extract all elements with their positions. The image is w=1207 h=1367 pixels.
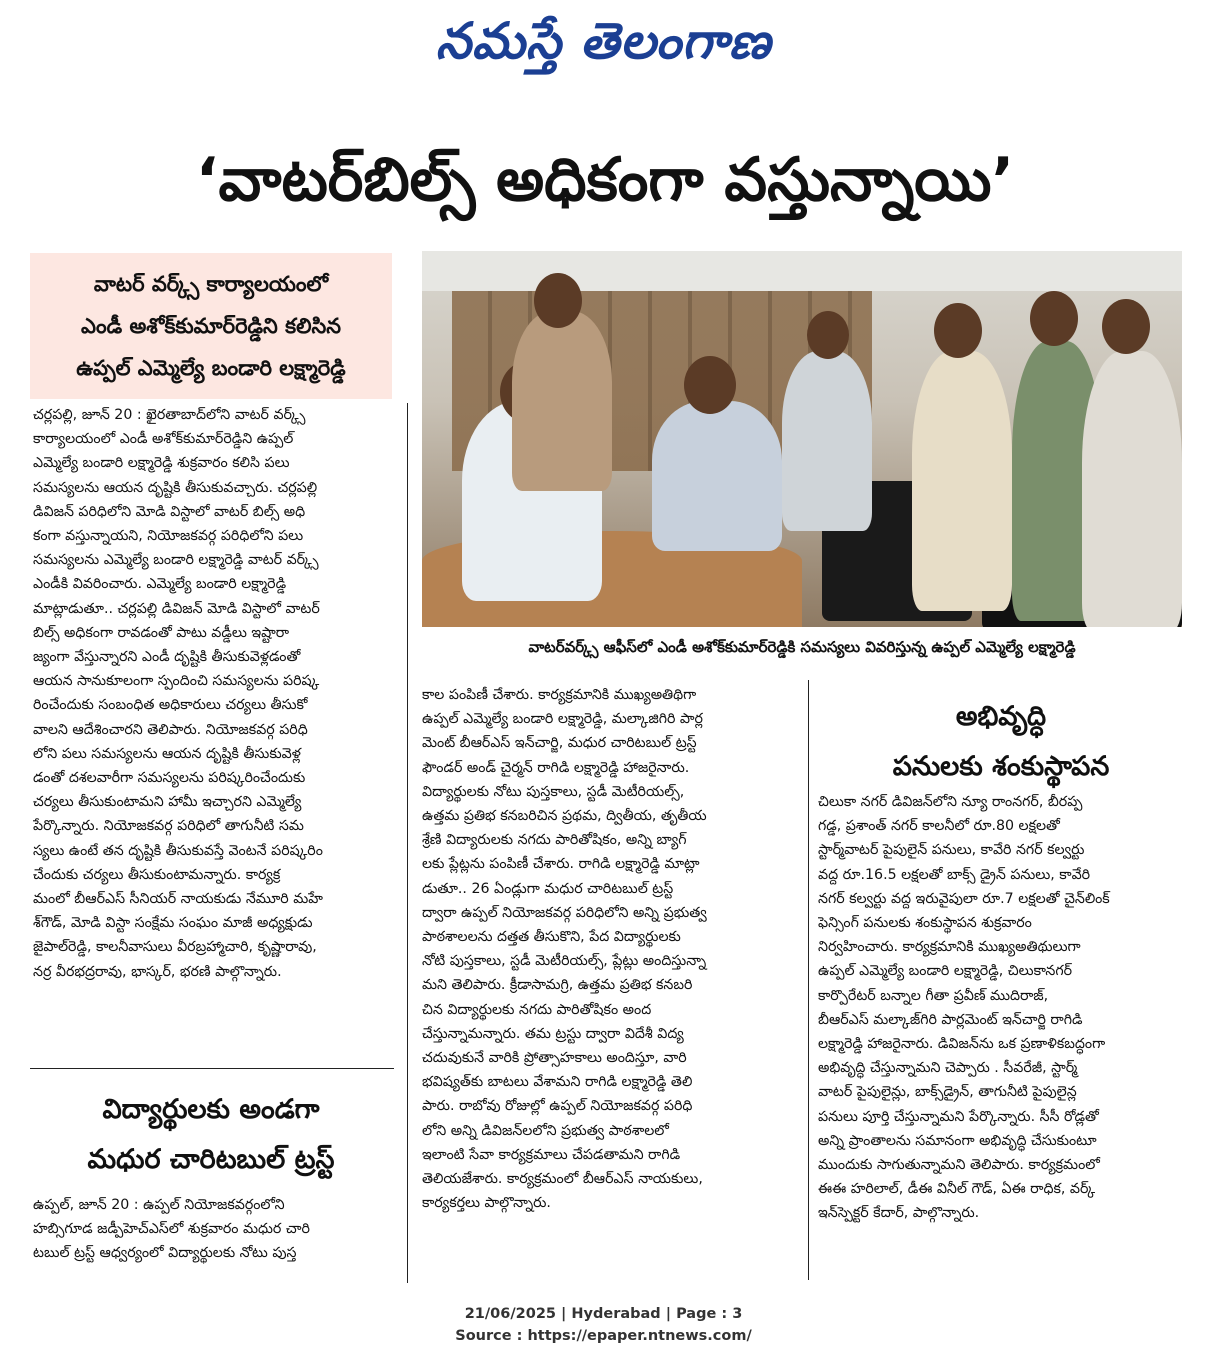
text-line: చిలుకా నగర్ డివిజన్‌లోని న్యూ రాంనగర్, బీరప్ప — [818, 794, 1083, 810]
text-line: డుతూ.. 26 ఏండ్లుగా మధుర చారిటబుల్ ట్రస్ట్ — [422, 880, 674, 897]
article-column-1 — [33, 403, 393, 984]
text-line: తెలియజేశారు. కార్యక్రమంలో బీఆర్‌ఎస్ నాయకులు, — [422, 1171, 703, 1188]
text-line: కార్యాలయంలో ఎండీ అశోక్‌కుమార్‌రెడ్డిని ఉప్పల్ — [33, 431, 294, 448]
page-footer — [0, 1303, 1207, 1347]
text-line: కాల పంపిణీ చేశారు. కార్యక్రమానికి ముఖ్యఅతిథిగా — [422, 687, 697, 703]
subheadline-box — [30, 253, 392, 399]
footer-date-line: 21/06/2025 | Hyderabad | Page : 3 — [464, 1306, 743, 1322]
section-heading-line: విద్యార్థులకు అండగా — [102, 1094, 320, 1125]
text-line: లోని పలు సమస్యలను ఆయన దృష్టికి తీసుకువెళ్ల — [33, 745, 301, 762]
text-line: ఇలాంటి సేవా కార్యక్రమాలు చేపడతామని రాగిడి — [422, 1146, 681, 1163]
text-line: వద్ద రూ.16.5 లక్షలతో బాక్స్ డ్రైన్ పనులు, కావేరి — [818, 866, 1091, 883]
text-line: చర్యలు తీసుకుంటామని హామీ ఇచ్చారని ఎమ్మెల్యే — [33, 794, 302, 811]
masthead: నమస్తే తెలంగాణ — [435, 11, 772, 70]
text-line: నోటి పుస్తకాలు, స్టడీ మెటీరియల్స్, ప్లేట్లు అందిస్తున్నా — [422, 953, 707, 970]
text-line: స్యలు ఉంటే తన దృష్టికి తీసుకువస్తే వెంటనే పరిష్కరిం — [33, 842, 323, 859]
text-line: చిన విద్యార్థులకు నగదు పారితోషికం అంద — [422, 1001, 652, 1018]
text-line: ఆయన సానుకూలంగా స్పందించి సమస్యలను పరిష్క — [33, 673, 320, 690]
text-line: ఉప్పల్ ఎమ్మెల్యే బండారి లక్ష్మారెడ్డి, మల్కాజిగిరి పార్ల — [422, 711, 703, 728]
text-line: బీఆర్‌ఎస్ మల్కాజ్‌గిరి పార్లమెంట్ ఇన్‌చార్జి రాగిడి — [818, 1011, 1083, 1028]
text-line: చదువుకునే వారికి ప్రోత్సాహకాలు అందిస్తూ, వారి — [422, 1050, 687, 1067]
headline: ‘వాటర్‌బిల్స్ అధికంగా వస్తున్నాయి’ — [195, 145, 1015, 215]
article-column-2 — [422, 683, 798, 1215]
text-line: హబ్సిగూడ జడ్పీహెచ్‌ఎస్‌లో శుక్రవారం మధుర చారి — [33, 1221, 310, 1238]
section-rule — [30, 1068, 394, 1069]
subheadline-line: ఉప్పల్ ఎమ్మెల్యే బండారి లక్ష్మారెడ్డి — [76, 356, 346, 380]
news-photo — [422, 251, 1182, 627]
subheadline-line: ఎండీ అశోక్‌కుమార్‌రెడ్డిని కలిసిన — [81, 314, 341, 338]
text-line: జ్యంగా వేస్తున్నారని ఎండీ దృష్టికి తీసుకువెళ్లడంతో — [33, 649, 301, 666]
text-line: ఉప్పల్ ఎమ్మెల్యే బండారి లక్ష్మారెడ్డి, చిలుకానగర్ — [818, 963, 1073, 980]
text-line: అన్ని ప్రాంతాలను సమానంగా అభివృద్ధి చేసుకుంటూ — [818, 1132, 1097, 1149]
text-line: ఉప్పల్, జూన్ 20 : ఉప్పల్ నియోజకవర్గంలోని — [33, 1197, 285, 1213]
text-line: డంతో దశలవారీగా సమస్యలను పరిష్కరించేందుకు — [33, 770, 306, 787]
section-heading-line: అభివృద్ధి — [955, 701, 1047, 732]
photo-caption: వాటర్‌వర్క్స్ ఆఫీస్‌లో ఎండీ అశోక్‌కుమార్‌రెడ్డికి సమస్యలు వివరిస్తున్న ఉప్పల్ ఎమ్మెల్యే లక్ష్మారెడ్డి — [528, 638, 1076, 656]
text-line: ద్వారా ఉప్పల్ నియోజకవర్గ పరిధిలోని అన్ని ప్రభుత్వ — [422, 904, 707, 921]
text-line: ఫౌండర్ అండ్ చైర్మన్ రాగిడి లక్ష్మారెడ్డి హాజరైనారు. — [422, 759, 690, 776]
text-line: ఎండీకి వివరించారు. ఎమ్మెల్యే బండారి లక్ష్మారెడ్డి — [33, 576, 287, 593]
article-column-1b — [33, 1193, 393, 1266]
section-heading-trust — [30, 1085, 392, 1185]
text-line: ఫెన్సింగ్ పనులకు శంకుస్థాపన శుక్రవారం — [818, 915, 1032, 932]
text-line: శ్‌గౌడ్, మోడి విస్టా సంక్షేమ సంఘం మాజీ అధ్యక్షుడు — [33, 915, 313, 932]
text-line: విద్యార్థులకు నోటు పుస్తకాలు, స్టడీ మెటీరియల్స్, — [422, 783, 685, 800]
section-heading-line: పనులకు శంకుస్థాపన — [892, 751, 1110, 782]
text-line: వాలని ఆదేశించారని తెలిపారు. నియోజకవర్గ పరిధి — [33, 721, 308, 738]
text-line: నగర్ కల్వర్టు వద్ద ఇరువైపులా రూ.7 లక్షలతో చైన్‌లింక్ — [818, 890, 1110, 907]
text-line: చేస్తున్నామన్నారు. తమ ట్రస్టు ద్వారా విదేశీ విద్య — [422, 1025, 684, 1042]
text-line: పనులు పూర్తి చేస్తున్నామని పేర్కొన్నారు. సీసీ రోడ్లతో — [818, 1108, 1099, 1125]
text-line: చేందుకు చర్యలు తీసుకుంటామన్నారు. కార్యక్ర — [33, 866, 281, 883]
text-line: లకు ప్లేట్లను పంపిణీ చేశారు. రాగిడి లక్ష్మారెడ్డి మాట్లా — [422, 856, 700, 873]
text-line: సమస్యలను ఆయన దృష్టికి తీసుకువచ్చారు. చర్లపల్లి — [33, 479, 318, 496]
text-line: గడ్డ, ప్రశాంత్ నగర్ కాలనీలో రూ.80 లక్షలతో — [818, 818, 1060, 835]
text-line: లోని అన్ని డివిజన్‌లలోని ప్రభుత్వ పాఠశాలలో — [422, 1122, 669, 1139]
text-line: సమస్యలను ఎమ్మెల్యే బండారి లక్ష్మారెడ్డి వాటర్ వర్క్స్ — [33, 552, 319, 569]
section-heading-development — [820, 692, 1182, 792]
section-heading-line: మధుర చారిటబుల్ ట్రస్ట్ — [87, 1144, 335, 1175]
text-line: మెంట్ బీఆర్‌ఎస్ ఇన్‌చార్జి, మధుర చారిటబుల్ ట్రస్ట్ — [422, 735, 697, 752]
text-line: మాట్లాడుతూ.. చర్లపల్లి డివిజన్ మోడి విస్టాలో వాటర్ — [33, 600, 320, 617]
text-line: డివిజన్ పరిధిలోని మోడి విస్టాలో వాటర్ బిల్స్ అధి — [33, 503, 306, 520]
footer-source-link[interactable]: Source : https://epaper.ntnews.com/ — [455, 1328, 752, 1344]
text-line: ఈఈ హరిలాల్, డీఈ వినీల్ గౌడ్, ఏఈ రాధిక, వర్క్ — [818, 1181, 1096, 1198]
text-line: నిర్వహించారు. కార్యక్రమానికి ముఖ్యఅతిథులుగా — [818, 939, 1081, 956]
text-line: నర్ర వీరభద్రరావు, భాస్కర్, భరణి పాల్గొన్నారు. — [33, 963, 282, 980]
text-line: ముందుకు సాగుతున్నామని తెలిపారు. కార్యక్రమంలో — [818, 1157, 1100, 1174]
text-line: కంగా వస్తున్నాయని, నియోజకవర్గ పరిధిలోని పలు — [33, 528, 304, 545]
text-line: ఉత్తమ ప్రతిభ కనబరిచిన ప్రథమ, ద్వితీయ, తృతీయ — [422, 808, 707, 825]
text-line: కార్పొరేటర్ బన్నాల గీతా ప్రవీణ్ ముదిరాజ్, — [818, 987, 1049, 1004]
text-line: టబుల్ ట్రస్ట్ ఆధ్వర్యంలో విద్యార్థులకు నోటు పుస్త — [33, 1245, 297, 1262]
text-line: రించేందుకు సంబంధిత అధికారులు చర్యలు తీసుకో — [33, 697, 308, 714]
text-line: అభివృద్ధి చేస్తున్నామని చెప్పారు . సీవరేజీ, స్టార్మ్ — [818, 1060, 1078, 1077]
column-rule — [808, 680, 809, 1280]
text-line: స్టార్మ్‌వాటర్ పైపులైన్ పనులు, కావేరి నగర్ కల్వర్టు — [818, 842, 1085, 859]
text-line: శ్రేణి విద్యారులకు నగదు పారితోషికం, అన్ని బ్యాగ్ — [422, 832, 687, 849]
text-line: ఇన్‌స్పెక్టర్ కేదార్, పాల్గొన్నారు. — [818, 1205, 980, 1222]
text-line: వాటర్ పైపులైన్లు, బాక్స్‌డ్రైన్, తాగునీటి పైపులైన్ల — [818, 1084, 1077, 1101]
text-line: లక్ష్మారెడ్డి హాజరైనారు. డివిజన్‌ను ఒక ప్రణాళికబద్ధంగా — [818, 1036, 1106, 1053]
subheadline-line: వాటర్ వర్క్స్ కార్యాలయంలో — [93, 272, 329, 296]
text-line: మని తెలిపారు. క్రీడాసామగ్రి, ఉత్తమ ప్రతిభ కనబరి — [422, 977, 693, 994]
text-line: భవిష్యత్‌కు బాటలు వేశామని రాగిడి లక్ష్మారెడ్డి తెలి — [422, 1074, 693, 1091]
text-line: మంలో బీఆర్‌ఎస్ సీనియర్ నాయకుడు నేమూరి మహే — [33, 891, 323, 908]
text-line: బిల్స్ అధికంగా రావడంతో పాటు వడ్డీలు ఇష్టారా — [33, 624, 290, 641]
text-line: ఎమ్మెల్యే బండారి లక్ష్మారెడ్డి శుక్రవారం కలిసి పలు — [33, 455, 290, 472]
column-rule — [407, 403, 408, 1283]
article-column-3 — [818, 790, 1182, 1226]
text-line: చర్లపల్లి, జూన్ 20 : ఖైరతాబాద్‌లోని వాటర్ వర్క్స్ — [33, 407, 306, 423]
text-line: కార్యకర్తలు పాల్గొన్నారు. — [422, 1195, 551, 1212]
text-line: పాఠశాలలను దత్తత తీసుకొని, పేద విద్యార్థులకు — [422, 929, 681, 946]
text-line: జైపాల్‌రెడ్డి, కాలనీవాసులు వీరబ్రహ్మాచారి, కృష్ణారావు, — [33, 939, 317, 956]
text-line: పారు. రాబోవు రోజుల్లో ఉప్పల్ నియోజకవర్గ పరిధి — [422, 1098, 693, 1115]
text-line: పేర్కొన్నారు. నియోజకవర్గ పరిధిలో తాగునీటి సమ — [33, 818, 304, 835]
